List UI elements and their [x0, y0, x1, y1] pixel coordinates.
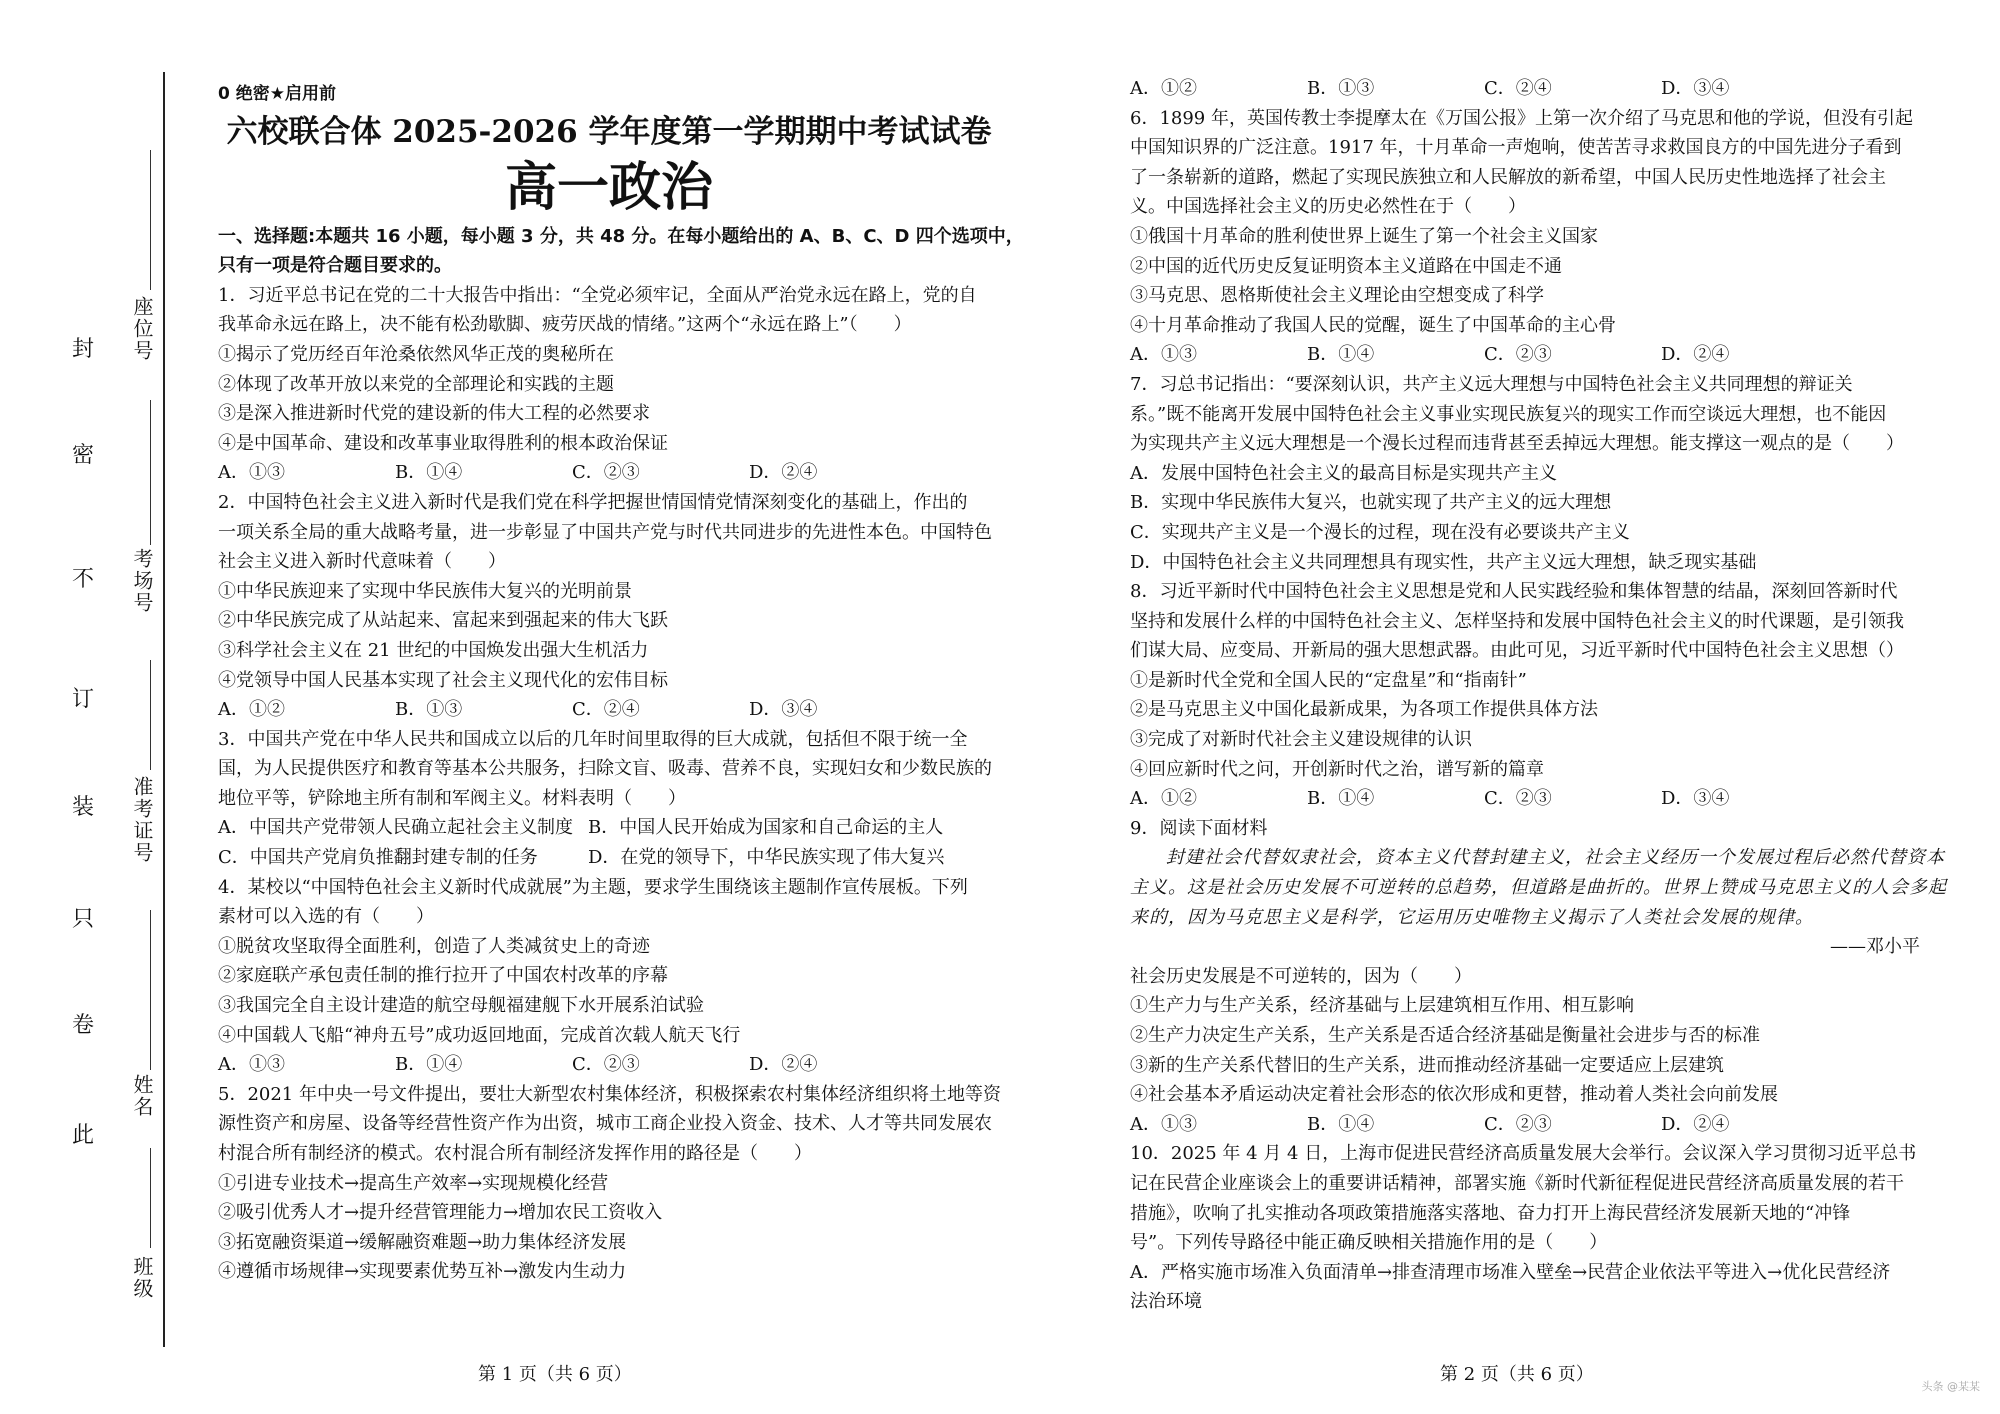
answer-option: C．②③: [1484, 1113, 1552, 1135]
question-line: ③完成了对新时代社会主义建设规律的认识: [1130, 729, 1472, 751]
question-line: ④十月革命推动了我国人民的觉醒，诞生了中国革命的主心骨: [1130, 314, 1616, 336]
answer-option: B．①④: [395, 462, 463, 484]
fill-line: [150, 150, 151, 290]
seal-char: 装: [72, 795, 95, 820]
question-line: ①引进专业技术→提高生产效率→实现规模化经营: [218, 1172, 609, 1194]
name-label: 姓名: [130, 1074, 154, 1118]
question-line: D．中国特色社会主义共同理想具有现实性，共产主义远大理想，缺乏现实基础: [1130, 551, 1757, 573]
answer-option: A．①②: [218, 699, 285, 721]
question-line: ④党领导中国人民基本实现了社会主义现代化的宏伟目标: [218, 669, 668, 691]
question-line: ①揭示了党历经百年沧桑依然风华正茂的奥秘所在: [218, 343, 614, 365]
page-number-right: 第 2 页（共 6 页）: [1440, 1364, 1594, 1385]
question-line: 主义。这是社会历史发展不可逆转的总趋势，但道路是曲折的。世界上赞成马克思主义的人会多起: [1130, 877, 1947, 899]
left-questions: [218, 222, 1024, 1287]
question-line: C．实现共产主义是一个漫长的过程，现在没有必要谈共产主义: [1130, 521, 1630, 543]
question-line: 9．阅读下面材料: [1130, 817, 1268, 839]
answer-option: C．②③: [572, 1054, 640, 1076]
question-line: ③科学社会主义在 21 世纪的中国焕发出强大生机活力: [218, 639, 649, 661]
question-line: 系。”既不能离开发展中国特色社会主义事业实现民族复兴的现实工作而空谈远大理想，也不能因: [1130, 403, 1887, 425]
question-line: 们谋大局、应变局、开新局的强大思想武器。由此可见，习近平新时代中国特色社会主义思想（）: [1130, 640, 1904, 662]
question-line: 5．2021 年中央一号文件提出，要壮大新型农村集体经济，积极探索农村集体经济组织将土地等资: [218, 1083, 1001, 1105]
question-line: 源性资产和房屋、设备等经营性资产作为出资，城市工商企业投入资金、技术、人才等共同发展农: [218, 1113, 992, 1135]
answer-option: D．②④: [1661, 344, 1730, 366]
question-line: 来的，因为马克思主义是科学，它运用历史唯物主义揭示了人类社会发展的规律。: [1130, 906, 1814, 928]
answer-options: [218, 813, 1000, 843]
answer-option: A．①③: [218, 462, 285, 484]
question-line: ②吸引优秀人才→提升经营管理能力→增加农民工资收入: [218, 1202, 663, 1224]
answer-option: C．②③: [1484, 788, 1552, 810]
question-line: ③新的生产关系代替旧的生产关系，进而推动经济基础一定要适应上层建筑: [1130, 1054, 1724, 1076]
seat-number-label: 座位号: [130, 296, 154, 362]
page-number-left: 第 1 页（共 6 页）: [478, 1364, 632, 1385]
question-line: ①是新时代全党和全国人民的“定盘星”和“指南针”: [1130, 669, 1527, 691]
question-line: B．实现中华民族伟大复兴，也就实现了共产主义的远大理想: [1130, 492, 1612, 514]
answer-options: [218, 458, 1000, 488]
section-heading: 只有一项是符合题目要求的。: [218, 255, 452, 277]
fill-line: [150, 910, 151, 1070]
right-column: [1130, 74, 1947, 1317]
answer-option: B．①③: [1307, 78, 1375, 99]
question-line: ②中华民族完成了从站起来、富起来到强起来的伟大飞跃: [218, 610, 668, 632]
question-line: ②中国的近代历史反复证明资本主义道路在中国走不通: [1130, 255, 1562, 277]
section-heading: 一、选择题:本题共 16 小题，每小题 3 分，共 48 分。在每小题给出的 A、B、C、D 四个选项中，: [218, 225, 1024, 247]
question-line: 为实现共产主义远大理想是一个漫长过程而违背甚至丢掉远大理想。能支撑这一观点的是（ ）: [1130, 433, 1904, 455]
question-line: ②生产力决定生产关系，生产关系是否适合经济基础是衡量社会进步与否的标准: [1130, 1025, 1760, 1046]
question-line: 法治环境: [1130, 1291, 1202, 1313]
question-line: 记在民营企业座谈会上的重要讲话精神，部署实施《新时代新征程促进民营经济高质量发展的若干: [1130, 1172, 1904, 1194]
answer-option: A．①③: [1130, 1113, 1197, 1135]
answer-option: A．①②: [1130, 788, 1197, 810]
question-line: 号”。下列传导路径中能正确反映相关措施作用的是（ ）: [1130, 1232, 1608, 1254]
question-line: ②是马克思主义中国化最新成果，为各项工作提供具体方法: [1130, 699, 1598, 721]
question-line: ②体现了改革开放以来党的全部理论和实践的主题: [218, 373, 614, 395]
question-line: A．严格实施市场准入负面清单→排查清理市场准入壁垒→民营企业依法平等进入→优化民营经济: [1130, 1261, 1891, 1283]
question-line: 4．某校以“中国特色社会主义新时代成就展”为主题，要求学生围绕该主题制作宣传展板。下列: [218, 876, 968, 898]
subject-title: 高一政治: [504, 157, 713, 218]
question-line: A．发展中国特色社会主义的最高目标是实现共产主义: [1130, 462, 1557, 484]
answer-option: A．①③: [218, 1054, 285, 1076]
question-line: 2．中国特色社会主义进入新时代是我们党在科学把握世情国情党情深刻变化的基础上，作出的: [218, 491, 968, 513]
question-line: ①俄国十月革命的胜利使世界上诞生了第一个社会主义国家: [1130, 225, 1598, 247]
answer-option: B．①④: [1307, 788, 1375, 810]
seal-char: 封: [72, 337, 95, 362]
question-line: 8．习近平新时代中国特色社会主义思想是党和人民实践经验和集体智慧的结晶，深刻回答新时代: [1130, 581, 1898, 603]
question-line: ①中华民族迎来了实现中华民族伟大复兴的光明前景: [218, 580, 632, 602]
answer-option: D．在党的领导下，中华民族实现了伟大复兴: [588, 847, 945, 869]
question-line: 村混合所有制经济的模式。农村混合所有制经济发挥作用的路径是（ ）: [218, 1143, 812, 1164]
answer-option: A．①③: [1130, 344, 1197, 366]
question-line: 1．习近平总书记在党的二十大报告中指出：“全党必须牢记，全面从严治党永远在路上，党的自: [218, 284, 977, 306]
answer-option: D．③④: [1661, 788, 1730, 810]
seal-char: 不: [72, 567, 95, 592]
question-line: 素材可以入选的有（ ）: [218, 906, 434, 928]
question-line: ④社会基本矛盾运动决定着社会形态的依次形成和更替，推动着人类社会向前发展: [1130, 1084, 1778, 1106]
seal-char: 卷: [72, 1013, 95, 1038]
question-line: ④中国载人飞船“神舟五号”成功返回地面，完成首次载人航天飞行: [218, 1024, 741, 1046]
answer-options: [1130, 340, 1930, 370]
answer-option: D．③④: [749, 699, 818, 721]
answer-option: B．①④: [395, 1054, 463, 1076]
question-line: 3．中国共产党在中华人民共和国成立以后的几年时间里取得的巨大成就，包括但不限于统一全: [218, 728, 968, 750]
answer-option: C．②④: [572, 699, 640, 721]
answer-options: [218, 695, 1000, 725]
answer-option: B．①③: [395, 699, 463, 721]
answer-option: D．②④: [749, 1054, 818, 1076]
question-line: 6．1899 年，英国传教士李提摩太在《万国公报》上第一次介绍了马克思和他的学说，但没有引起: [1130, 107, 1913, 129]
question-line: 社会历史发展是不可逆转的，因为（ ）: [1130, 965, 1472, 987]
question-line: ④遵循市场规律→实现要素优势互补→激发内生动力: [218, 1261, 627, 1283]
question-line: 地位平等，铲除地主所有制和军阀主义。材料表明（ ）: [218, 787, 686, 809]
answer-option: B．①④: [1307, 1113, 1375, 1135]
seal-char: 此: [72, 1123, 95, 1148]
seal-char: 订: [72, 687, 95, 712]
answer-option: D．②④: [749, 462, 818, 484]
question-line: ①脱贫攻坚取得全面胜利，创造了人类减贫史上的奇迹: [218, 935, 650, 957]
question-line: ③拓宽融资渠道→缓解融资难题→助力集体经济发展: [218, 1231, 627, 1253]
question-line: 封建社会代替奴隶社会，资本主义代替封建主义，社会主义经历一个发展过程后必然代替资本: [1166, 847, 1945, 869]
answer-option: C．②③: [572, 462, 640, 484]
question-line: 我革命永远在路上，决不能有松劲歇脚、疲劳厌战的情绪。”这两个“永远在路上”（ ）: [218, 314, 912, 336]
seal-char: 只: [72, 907, 95, 932]
right-questions: [1130, 74, 1947, 1317]
fill-line: [150, 400, 151, 545]
admission-number-label: 准考证号: [130, 776, 154, 864]
question-line: 中国知识界的广泛注意。1917 年，十月革命一声炮响，使苦苦寻求救国良方的中国先进分子看到: [1130, 137, 1902, 159]
question-line: 7．习总书记指出：“要深刻认识，共产主义远大理想与中国特色社会主义共同理想的辩证关: [1130, 373, 1853, 395]
binding-line: [163, 72, 165, 1347]
exam-title: 六校联合体 2025-2026 学年度第一学期期中考试试卷: [226, 113, 992, 150]
question-line: ③我国完全自主设计建造的航空母舰福建舰下水开展系泊试验: [218, 995, 704, 1017]
answer-option: B．中国人民开始成为国家和自己命运的主人: [588, 817, 944, 839]
question-line: ——邓小平: [1830, 936, 1920, 958]
question-line: 义。中国选择社会主义的历史必然性在于（ ）: [1130, 196, 1526, 218]
question-line: ④回应新时代之问，开创新时代之治，谱写新的篇章: [1130, 758, 1544, 780]
answer-options: [1130, 74, 1930, 104]
question-line: ④是中国革命、建设和改革事业取得胜利的根本政治保证: [218, 432, 668, 454]
answer-option: C．②④: [1484, 78, 1552, 99]
answer-option: A．中国共产党带领人民确立起社会主义制度: [218, 817, 573, 839]
question-line: 国，为人民提供医疗和教育等基本公共服务，扫除文盲、吸毒、营养不良，实现妇女和少数民族的: [218, 758, 992, 780]
left-column: [218, 80, 1024, 1287]
answer-option: D．③④: [1661, 78, 1730, 99]
answer-options: [218, 1050, 1000, 1080]
answer-options: [1130, 784, 1930, 814]
question-line: ③马克思、恩格斯使社会主义理论由空想变成了科学: [1130, 285, 1544, 307]
answer-option: A．①②: [1130, 78, 1197, 99]
question-line: 10．2025 年 4 月 4 日，上海市促进民营经济高质量发展大会举行。会议深入学习贯彻习近平总书: [1130, 1143, 1917, 1165]
secret-label: 0 绝密★启用前: [218, 84, 336, 104]
answer-options: [1130, 1110, 1930, 1140]
fill-line: [150, 660, 151, 770]
answer-option: C．②③: [1484, 344, 1552, 366]
seal-char: 密: [72, 443, 95, 468]
fill-line: [150, 1148, 151, 1248]
question-line: 措施》，吹响了扎实推动各项政策措施落实落地、奋力打开上海民营经济发展新天地的“冲锋: [1130, 1202, 1851, 1224]
question-line: 了一条崭新的道路，燃起了实现民族独立和人民解放的新希望，中国人民历史性地选择了社会主: [1130, 166, 1886, 188]
answer-option: D．②④: [1661, 1113, 1730, 1135]
answer-option: B．①④: [1307, 344, 1375, 366]
question-line: 坚持和发展什么样的中国特色社会主义、怎样坚持和发展中国特色社会主义的时代课题，是引领我: [1130, 610, 1904, 632]
exam-room-label: 考场号: [130, 548, 154, 614]
answer-option: C．中国共产党肩负推翻封建专制的任务: [218, 847, 538, 869]
question-line: 一项关系全局的重大战略考量，进一步彰显了中国共产党与时代共同进步的先进性本色。中国特色: [218, 521, 992, 543]
question-line: 社会主义进入新时代意味着（ ）: [218, 551, 506, 573]
answer-options: [218, 843, 1000, 873]
question-line: ③是深入推进新时代党的建设新的伟大工程的必然要求: [218, 403, 650, 425]
question-line: ①生产力与生产关系，经济基础与上层建筑相互作用、相互影响: [1130, 995, 1634, 1017]
question-line: ②家庭联产承包责任制的推行拉开了中国农村改革的序幕: [218, 965, 668, 987]
class-label: 班级: [130, 1256, 154, 1300]
watermark: 头条 @某某: [1921, 1380, 1980, 1393]
